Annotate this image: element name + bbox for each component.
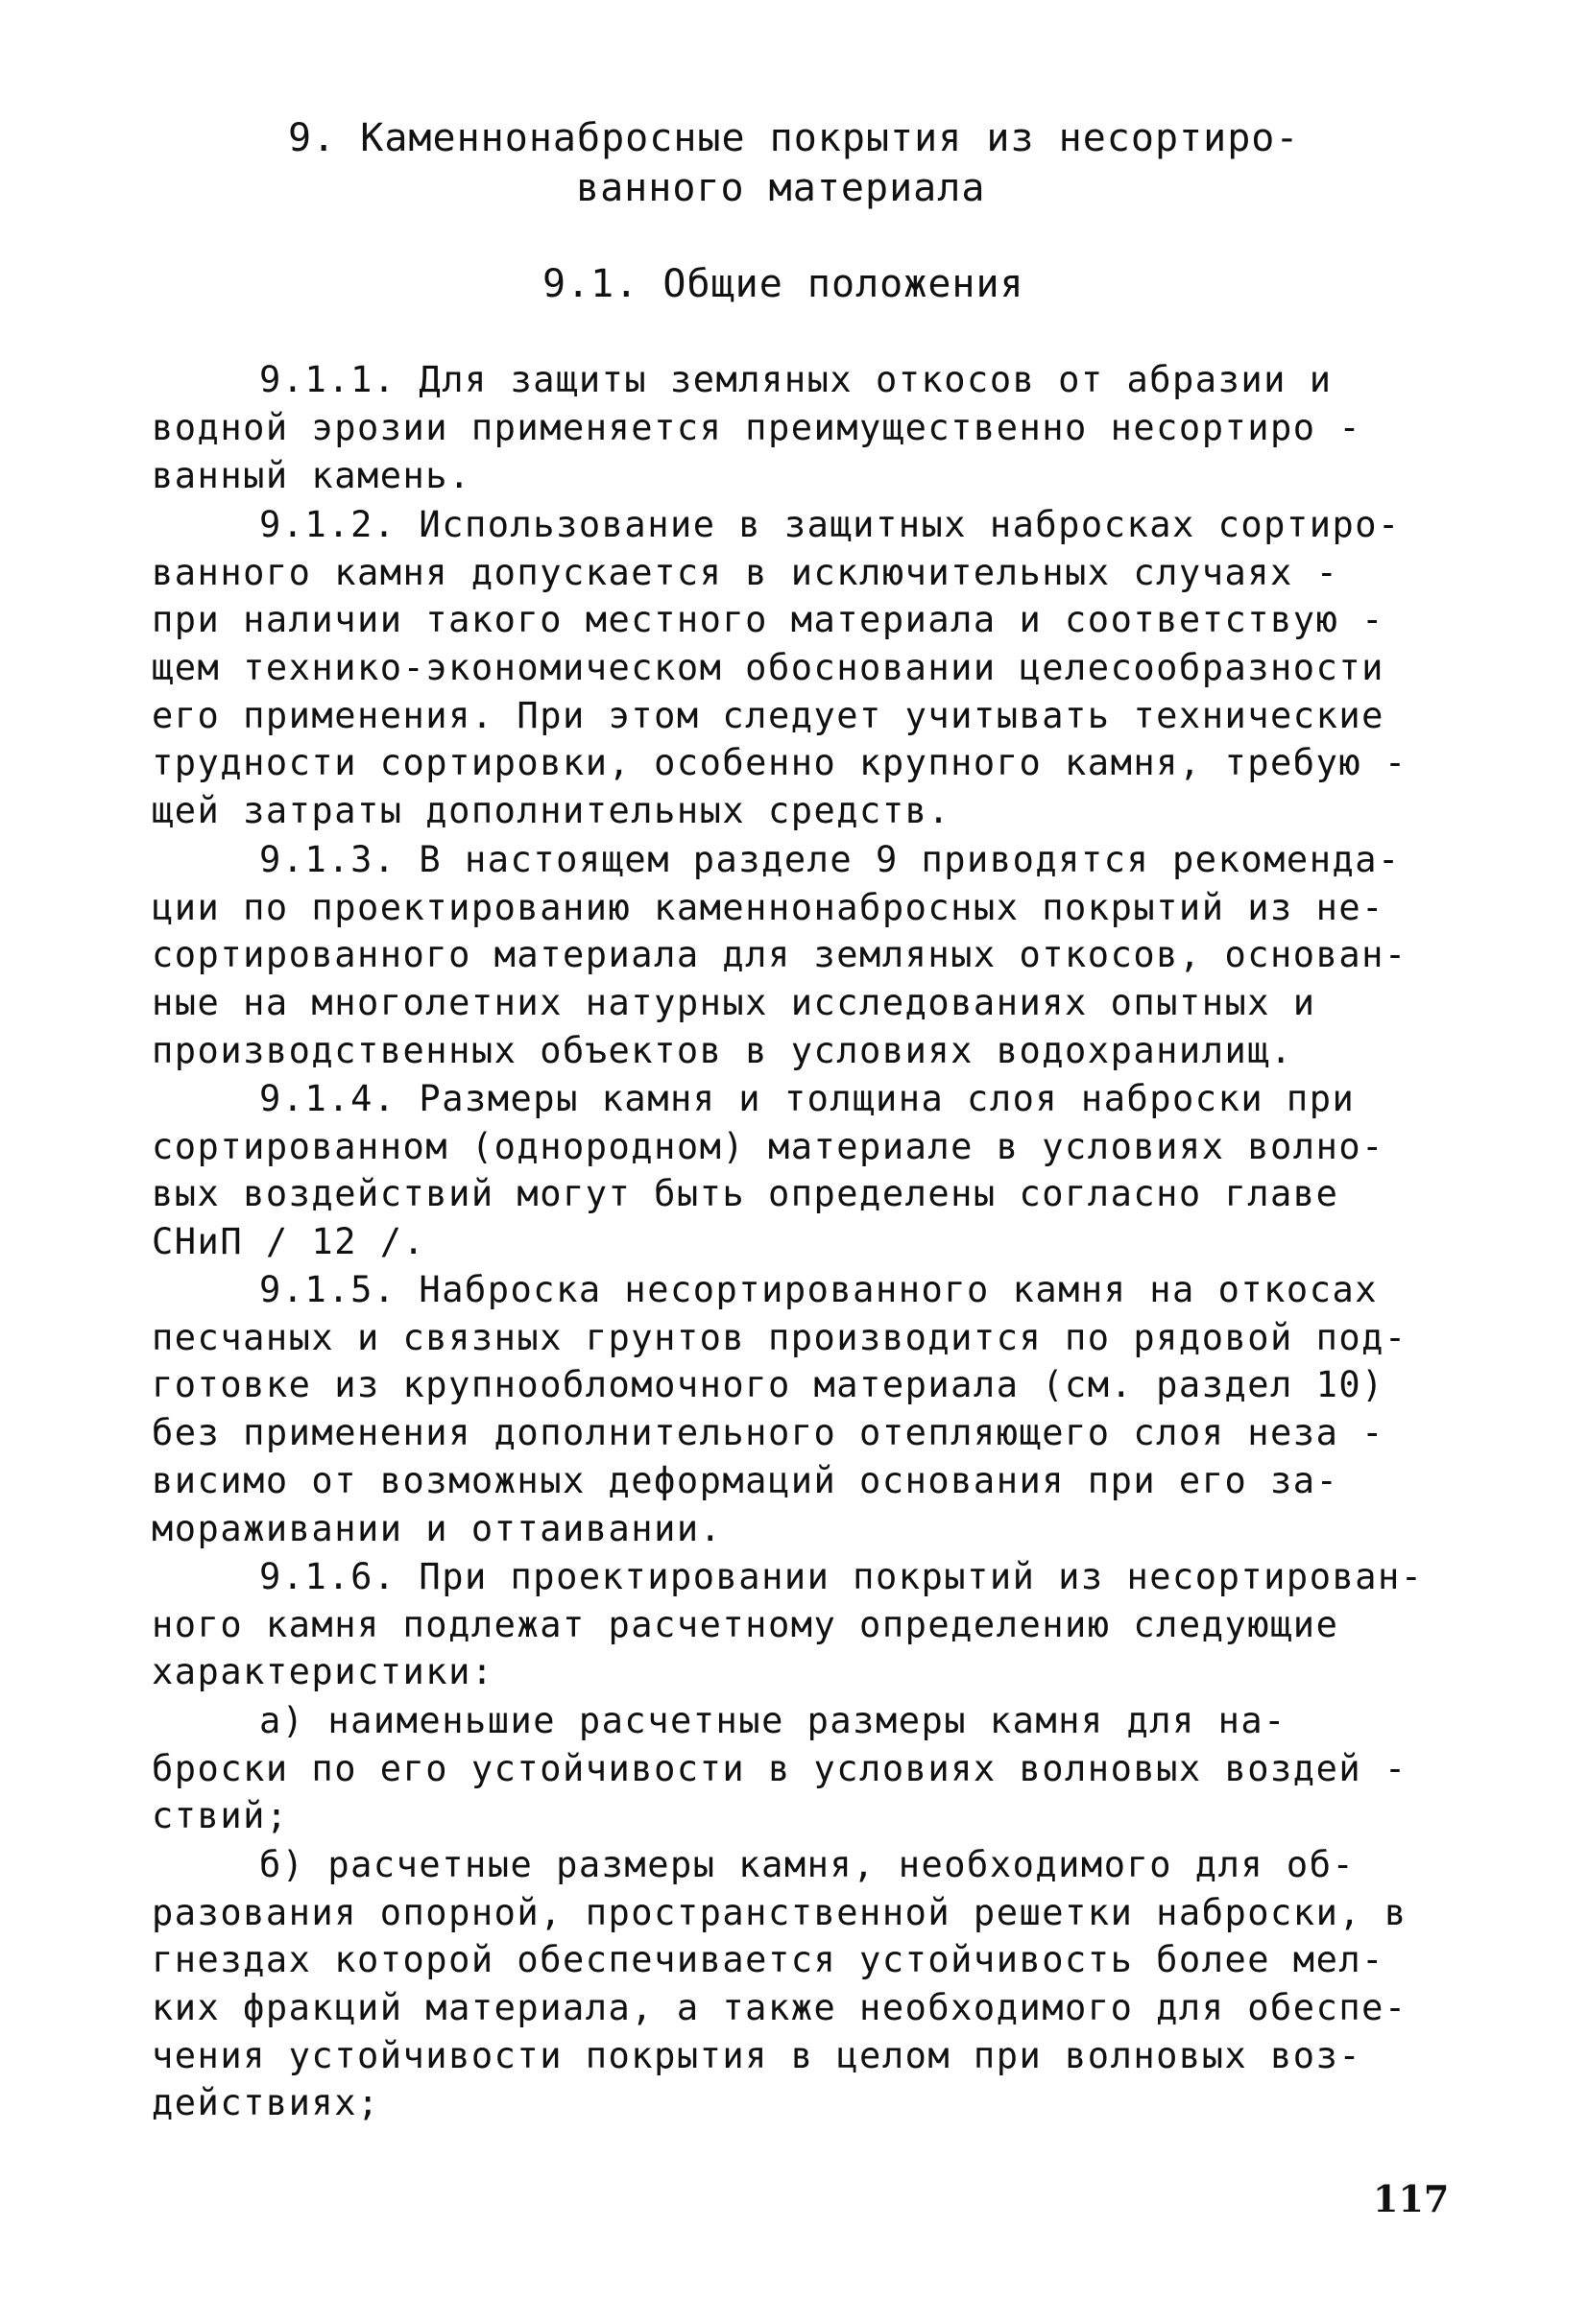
text-line: его применения. При этом следует учитывать технические bbox=[152, 695, 1384, 736]
text-line: сортированном (однородном) материале в условиях волно- bbox=[152, 1126, 1384, 1167]
text-line: 9.1.2. Использование в защитных набросках сортиро- bbox=[259, 504, 1401, 545]
text-line: производственных объектов в условиях водохранилищ. bbox=[152, 1030, 1293, 1071]
text-line: а) наименьшие расчетные размеры камня для на- bbox=[259, 1700, 1287, 1741]
text-line: действиях; bbox=[152, 2082, 380, 2123]
text-line: 9.1.1. Для защиты земляных откосов от абразии и bbox=[259, 359, 1333, 400]
text-line: водной эрозии применяется преимущественно несортиро - bbox=[152, 407, 1362, 448]
text-line: ствий; bbox=[152, 1795, 289, 1836]
text-line: 9.1.6. При проектировании покрытий из несортирован- bbox=[259, 1556, 1424, 1597]
section-title-line-1: 9. Каменнонабросные покрытия из несортиро- bbox=[288, 116, 1300, 160]
text-line: 9.1.5. Наброска несортированного камня на откосах bbox=[259, 1269, 1379, 1310]
text-line: щем технико-экономическом обосновании целесообразности bbox=[152, 647, 1384, 688]
text-line: без применения дополнительного отепляющего слоя неза - bbox=[152, 1412, 1384, 1453]
text-line: ного камня подлежат расчетному определению следующие bbox=[152, 1604, 1339, 1645]
text-line: б) расчетные размеры камня, необходимого для об- bbox=[259, 1844, 1356, 1885]
text-line: разования опорной, пространственной решетки наброски, в bbox=[152, 1892, 1408, 1933]
text-line: песчаных и связных грунтов производится по рядовой под- bbox=[152, 1317, 1408, 1358]
text-line: при наличии такого местного материала и соответствую - bbox=[152, 599, 1384, 640]
text-line: характеристики: bbox=[152, 1651, 494, 1692]
text-line: мораживании и оттаивании. bbox=[152, 1508, 723, 1549]
section-title-line-2: ванного материала bbox=[576, 166, 986, 210]
text-line: висимо от возможных деформаций основания при его за- bbox=[152, 1460, 1339, 1501]
text-line: готовке из крупнообломочного материала (см. раздел 10) bbox=[152, 1364, 1384, 1405]
text-line: ких фракций материала, а также необходимого для обеспе- bbox=[152, 1987, 1408, 2028]
text-line: 9.1.4. Размеры камня и толщина слоя наброски при bbox=[259, 1078, 1356, 1119]
text-line: ные на многолетних натурных исследованиях опытных и bbox=[152, 982, 1316, 1023]
text-line: чения устойчивости покрытия в целом при волновых воз- bbox=[152, 2035, 1362, 2076]
text-line: ции по проектированию каменнонабросных покрытий из не- bbox=[152, 887, 1384, 928]
text-line: 9.1.3. В настоящем разделе 9 приводятся рекоменда- bbox=[259, 839, 1401, 880]
text-line: щей затраты дополнительных средств. bbox=[152, 790, 951, 831]
text-line: сортированного материала для земляных откосов, основан- bbox=[152, 934, 1408, 975]
text-line: ванный камень. bbox=[152, 455, 471, 496]
text-line: вых воздействий могут быть определены согласно главе bbox=[152, 1173, 1339, 1214]
text-line: гнездах которой обеспечивается устойчивость более мел- bbox=[152, 1939, 1384, 1980]
text-line: СНиП / 12 /. bbox=[152, 1221, 426, 1262]
text-line: ванного камня допускается в исключительных случаях - bbox=[152, 552, 1339, 593]
subsection-title: 9.1. Общие положения bbox=[542, 262, 1024, 306]
text-line: броски по его устойчивости в условиях волновых воздей - bbox=[152, 1748, 1408, 1789]
text-line: трудности сортировки, особенно крупного камня, требую - bbox=[152, 742, 1408, 783]
page-number: 117 bbox=[1373, 2177, 1450, 2220]
